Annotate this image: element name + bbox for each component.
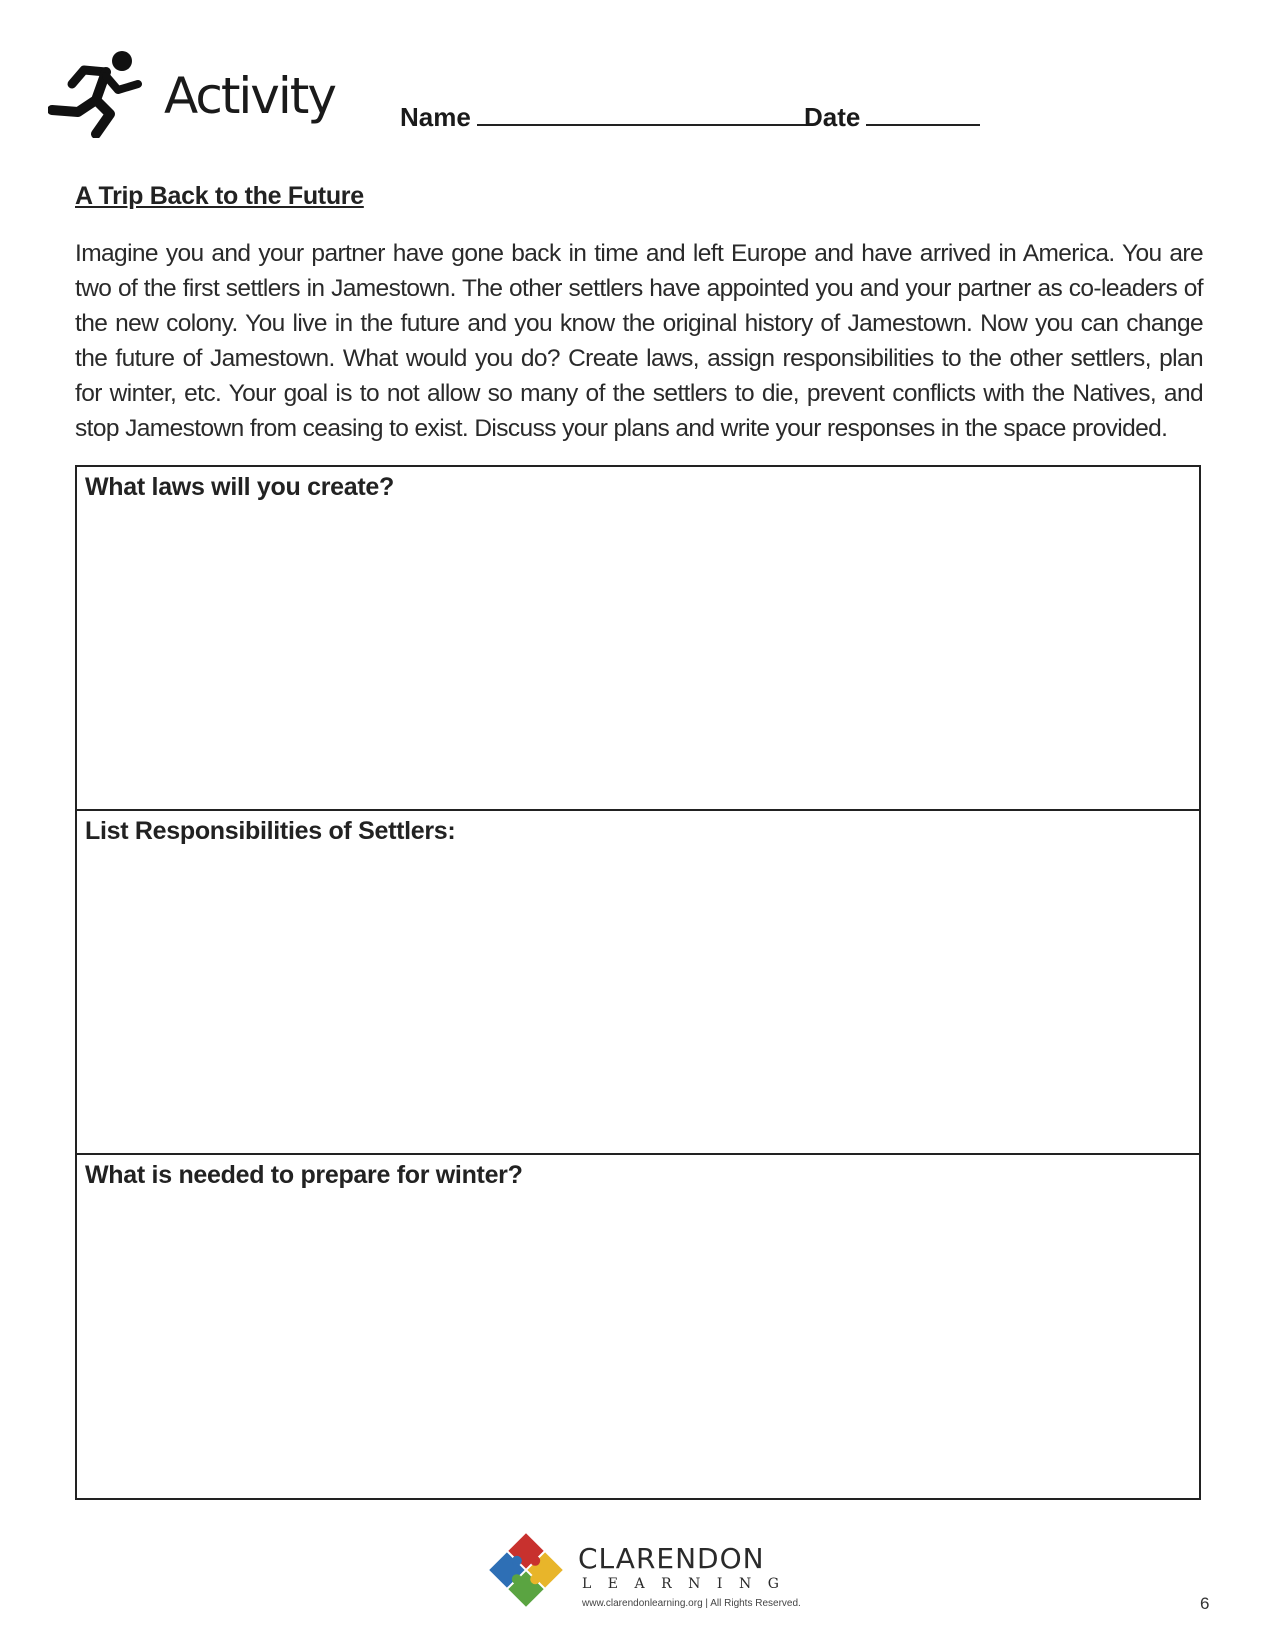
activity-title: Activity <box>164 67 335 125</box>
date-field[interactable] <box>804 98 980 133</box>
response-label-responsibilities: List Responsibilities of Settlers: <box>85 817 456 845</box>
brand-subtitle: LEARNING <box>582 1576 796 1592</box>
response-box-responsibilities[interactable] <box>77 811 1199 1155</box>
running-person-icon <box>48 48 144 138</box>
brand-name: CLARENDON <box>578 1542 765 1575</box>
footer-logo <box>486 1530 806 1620</box>
name-label: Name <box>400 102 471 132</box>
response-box-laws[interactable] <box>77 467 1199 811</box>
worksheet-header <box>48 48 1248 148</box>
response-box-winter[interactable] <box>77 1155 1199 1498</box>
brand-url: www.clarendonlearning.org | All Rights Reserved. <box>582 1598 801 1609</box>
response-label-laws: What laws will you create? <box>85 473 394 501</box>
date-blank-line[interactable] <box>866 98 980 126</box>
response-label-winter: What is needed to prepare for winter? <box>85 1161 523 1189</box>
activity-instructions: Imagine you and your partner have gone back in time and left Europe and have arrived in America. You are two of the first settlers in Jamestown. The other settlers have appointed you and your partner as co-leaders of the new colony. You live in the future and you know the original history of Jamestown. Now you can change the future of Jamestown. What would you do? Create laws, assign responsibilities to the other settlers, plan for winter, etc. Your goal is to not allow so many of the settlers to die, prevent conflicts with the Natives, and stop Jamestown from ceasing to exist. Discuss your plans and write your responses in the space provided. <box>75 240 1203 442</box>
activity-heading: A Trip Back to the Future <box>75 182 364 210</box>
puzzle-diamond-logo <box>486 1530 566 1610</box>
name-blank-line[interactable] <box>477 98 809 126</box>
date-label: Date <box>804 102 861 132</box>
page-number: 6 <box>1200 1594 1210 1613</box>
response-table <box>75 465 1201 1500</box>
name-field[interactable] <box>400 98 809 133</box>
